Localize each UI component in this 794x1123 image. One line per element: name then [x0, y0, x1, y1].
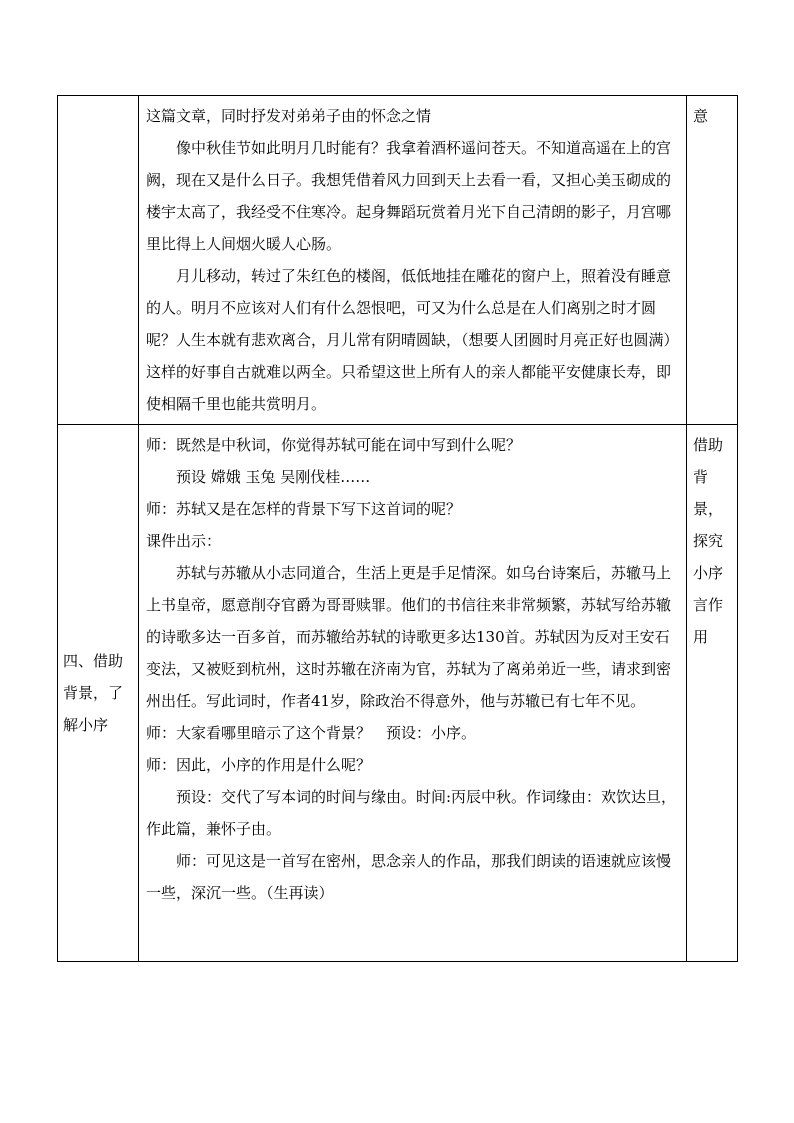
stage-cell	[58, 96, 139, 425]
content-paragraphs	[139, 425, 686, 913]
paragraph: 预设 嫦娥 玉兔 吴刚伐桂……	[176, 468, 371, 486]
intent-cell	[687, 96, 738, 425]
paragraph: 像中秋佳节如此明月几时能有？我拿着酒杯遥问苍天。不知道高遥在上的宫阙，现在又是什么日子。我想凭借着风力回到天上去看一看，又担心美玉砌成的楼宇太高了，我经受不住寒冷。起身舞蹈玩赏着月光下自己清朗的影子，月宫哪里比得上人间烟火暖人心肠。	[146, 139, 672, 253]
intent-cell	[687, 425, 738, 962]
paragraph: 苏轼与苏辙从小志同道合，生活上更是手足情深。如乌台诗案后，苏辙马上上书皇帝，愿意削夺官爵为哥哥赎罪。他们的书信往来非常频繁，苏轼写给苏辙的诗歌多达一百多首，而苏辙给苏轼的诗歌更多达130首。苏轼因为反对王安石变法，又被贬到杭州，这时苏辙在济南为官，苏轼为了离弟弟近一些，请求到密州出任。写此词时，作者41岁，除政治不得意外，他与苏辙已有七年不见。	[146, 564, 672, 710]
paragraph: 师：既然是中秋词，你觉得苏轼可能在词中写到什么呢？	[146, 436, 522, 454]
paragraph: 月儿移动，转过了朱红色的楼阁，低低地挂在雕花的窗户上，照着没有睡意的人。明月不应该对人们有什么怨恨吧，可又为什么总是在人们离别之时才圆呢？人生本就有悲欢离合，月儿常有阴晴圆缺，（想要人团圆时月亮正好也圆满）这样的好事自古就难以两全。只希望这世上所有人的亲人都能平安健康长寿，即使相隔千里也能共赏明月。	[146, 267, 672, 413]
table-row	[58, 96, 738, 425]
paragraph: 预设：交代了写本词的时间与缘由。时间:丙辰中秋。作词缘由：欢饮达旦，作此篇，兼怀子由。	[146, 788, 677, 838]
stage-cell	[58, 425, 139, 962]
content-cell	[139, 96, 687, 425]
paragraph: 这篇文章，同时抒发对弟弟子由的怀念之情	[146, 107, 432, 125]
table-row	[58, 425, 738, 962]
stage-label: 四、借助背景，了解小序	[63, 652, 124, 734]
paragraph: 师：苏轼又是在怎样的背景下写下这首词的呢？	[146, 500, 462, 518]
paragraph: 师：因此，小序的作用是什么呢？	[146, 756, 372, 774]
paragraph: 课件出示：	[146, 532, 222, 550]
content-cell	[139, 425, 687, 962]
intent-text: 借助背景，探究小序言作用	[693, 436, 724, 646]
intent-text: 意	[693, 107, 709, 125]
lesson-plan-table	[57, 95, 738, 962]
content-paragraphs	[139, 96, 686, 424]
paragraph: 师：大家看哪里暗示了这个背景？ 预设：小序。	[146, 724, 477, 742]
paragraph: 师：可见这是一首写在密州，思念亲人的作品，那我们朗读的语速就应该慢一些，深沉一些。（生再读）	[146, 852, 672, 902]
